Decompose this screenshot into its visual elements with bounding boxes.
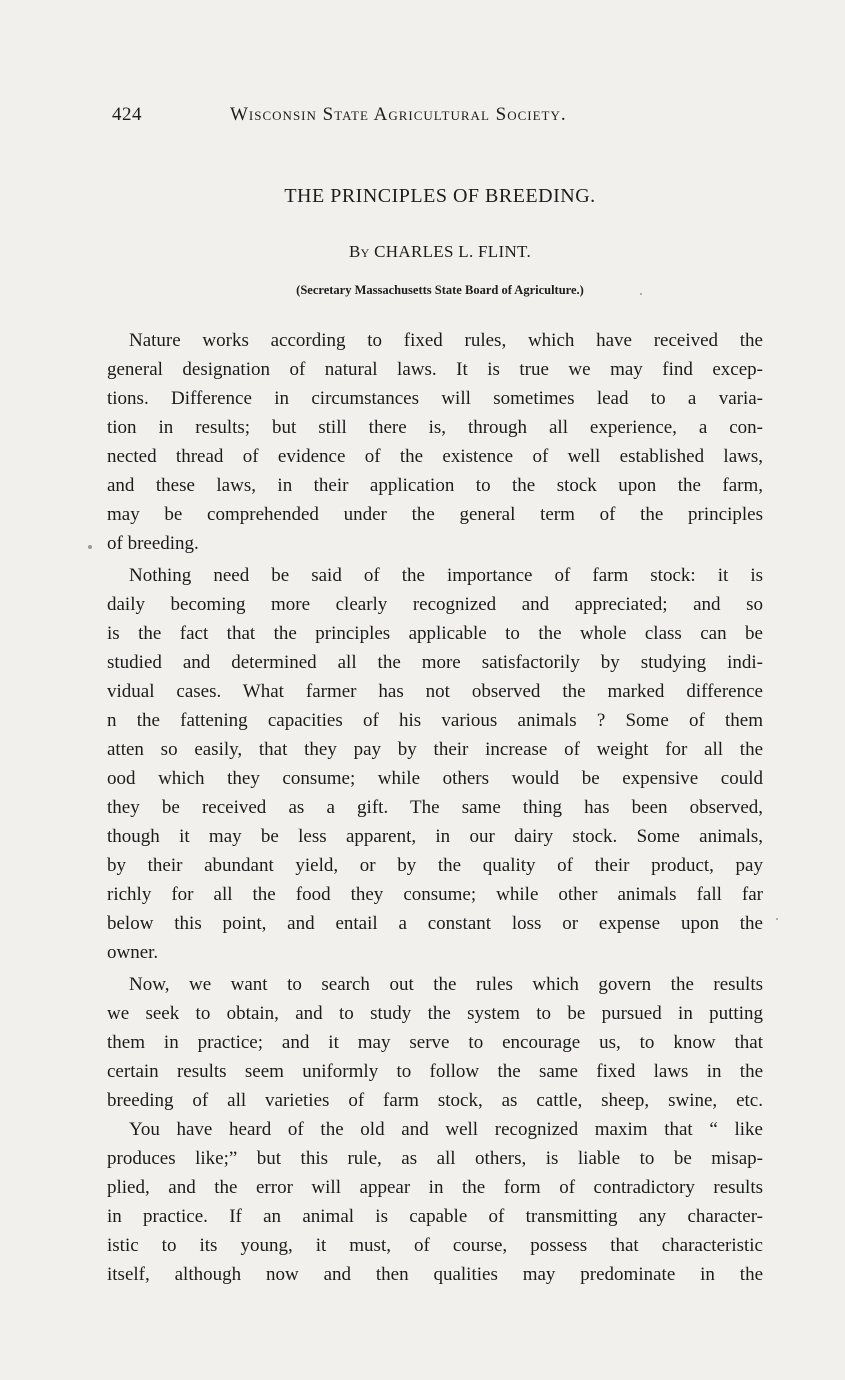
- article-title: THE PRINCIPLES OF BREEDING.: [284, 185, 596, 207]
- paragraph: [107, 1115, 763, 1289]
- text-line: and these laws, in their application to the stock upon the farm,: [107, 475, 763, 496]
- text-line: though it may be less apparent, in our dairy stock. Some animals,: [107, 826, 763, 847]
- text-line: owner.: [107, 942, 159, 963]
- text-line: Nature works according to fixed rules, which have received the: [129, 330, 763, 351]
- byline: [0, 242, 845, 262]
- text-line: below this point, and entail a constant loss or expense upon the: [107, 913, 763, 934]
- running-title: Wisconsin State Agricultural Society.: [230, 104, 567, 125]
- text-line: itself, although now and then qualities may predominate in the: [107, 1264, 763, 1285]
- text-line: You have heard of the old and well recognized maxim that “ like: [129, 1119, 763, 1140]
- text-line: nected thread of evidence of the existence of well established laws,: [107, 446, 763, 467]
- text-line: n the fattening capacities of his various animals ? Some of them: [107, 710, 763, 731]
- text-line: general designation of natural laws. It is true we may find excep-: [107, 359, 763, 380]
- page-number: 424: [112, 104, 142, 125]
- text-line: Now, we want to search out the rules which govern the results: [129, 974, 763, 995]
- text-line: vidual cases. What farmer has not observed the marked difference: [107, 681, 763, 702]
- text-line: produces like;” but this rule, as all others, is liable to be misap-: [107, 1148, 763, 1169]
- text-line: certain results seem uniformly to follow the same fixed laws in the: [107, 1061, 763, 1082]
- paragraph: [107, 326, 763, 558]
- text-line: they be received as a gift. The same thing has been observed,: [107, 797, 763, 818]
- text-line: Nothing need be said of the importance of farm stock: it is: [129, 565, 763, 586]
- text-line: tions. Difference in circumstances will sometimes lead to a varia-: [107, 388, 763, 409]
- byline-prefix: By: [348, 242, 370, 261]
- scan-speck: [88, 545, 92, 549]
- scan-speck: [640, 293, 642, 295]
- text-line: is the fact that the principles applicable to the whole class can be: [107, 623, 763, 644]
- text-line: richly for all the food they consume; while other animals fall far: [107, 884, 763, 905]
- text-line: may be comprehended under the general term of the principles: [107, 504, 763, 525]
- paragraph: [107, 970, 763, 1115]
- text-line: them in practice; and it may serve to encourage us, to know that: [107, 1032, 763, 1053]
- text-line: in practice. If an animal is capable of transmitting any character-: [107, 1206, 763, 1227]
- text-line: breeding of all varieties of farm stock, as cattle, sheep, swine, etc.: [107, 1090, 763, 1111]
- text-line: atten so easily, that they pay by their increase of weight for all the: [107, 739, 763, 760]
- text-line: ood which they consume; while others would be expensive could: [107, 768, 763, 789]
- text-line: by their abundant yield, or by the quality of their product, pay: [107, 855, 763, 876]
- text-line: we seek to obtain, and to study the system to be pursued in putting: [107, 1003, 763, 1024]
- author-affiliation: (Secretary Massachusetts State Board of Agriculture.): [296, 283, 584, 297]
- text-line: istic to its young, it must, of course, possess that characteristic: [107, 1235, 763, 1256]
- scan-speck: [776, 918, 778, 920]
- text-line: tion in results; but still there is, through all experience, a con-: [107, 417, 763, 438]
- article-body: [107, 326, 763, 1289]
- text-line: studied and determined all the more satisfactorily by studying indi-: [107, 652, 763, 673]
- text-line: daily becoming more clearly recognized and appreciated; and so: [107, 594, 763, 615]
- text-line: plied, and the error will appear in the form of contradictory results: [107, 1177, 763, 1198]
- author-name: CHARLES L. FLINT.: [374, 242, 531, 261]
- paragraph: [107, 561, 763, 967]
- text-line: of breeding.: [107, 533, 199, 554]
